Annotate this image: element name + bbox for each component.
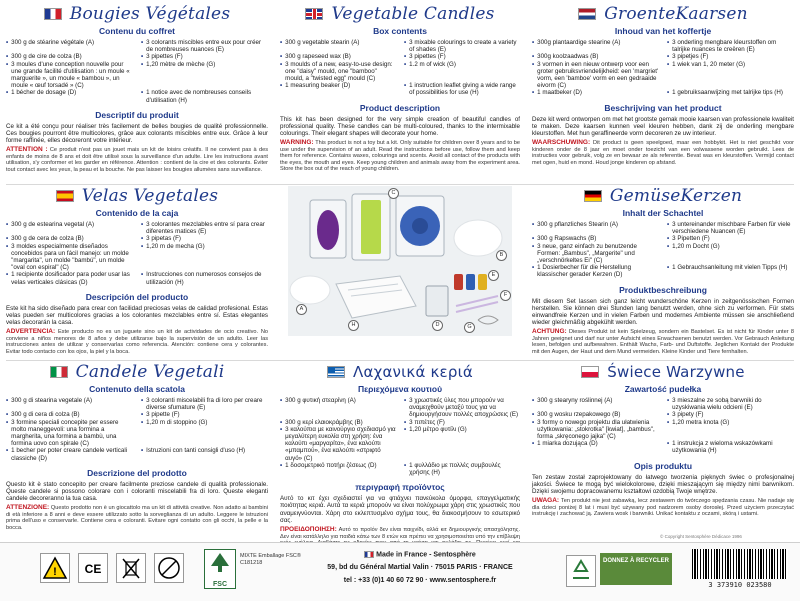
panel-title: GroenteKaarsen [604,4,748,24]
label-a: A [296,304,307,315]
label-c: C [388,188,399,199]
panel-title: Velas Vegetales [81,186,219,206]
made-in-row [320,551,520,558]
measuring-beaker [426,286,448,316]
svg-text:CE: CE [84,562,102,576]
contents-heading: Inhoud van het koffertje [614,26,712,36]
description-heading: Opis produktu [633,460,693,471]
contents-heading: Περιεχόμενα κουτιού [357,384,443,394]
ce-mark-icon [79,554,107,582]
list-item: • 3 formine speciali concepite per essere molto maneggevoli: una formina a margherita, una formina a bambù, una formina uovo con spirale (C) [6,418,119,448]
panel-dutch [532,4,794,182]
label-g: G [464,322,475,333]
label-e: E [488,270,499,281]
panel-french [6,4,268,182]
description-text: Ce kit a été conçu pour réaliser très facilement de belles bougies de qualité professionnelle. Ces bougies pourront être multicolores, grâce aux colorants miscibles entre eux. Grâce à leur forme raffinée, elles décoreront votre intérieur. [6,122,268,145]
made-in-text: Made in France - Sentosphère [376,551,476,559]
spain-flag-icon [56,190,74,202]
list-item: • 3 onderling mengbare kleurstoffen om talrijke nuances te creëren (E) [667,39,777,54]
crossed-bin-icon [117,554,145,582]
fsc-text: MIXTE Emballage FSC® C181218 [240,553,301,566]
panel-spanish [6,186,268,358]
label-h: H [348,320,359,331]
contents-list [280,397,520,476]
description-heading: Descrizione del prodotto [87,467,187,478]
kit-contents-illustration [288,186,512,336]
description-text: Questo kit è stato concepito per creare facilmente preziose candele di qualità professionale. Queste candele si possono colorare con i coloranti miscelabili fra di loro. Queste eleganti candele decoreranno la tua casa. [6,480,268,503]
recycle-text: DONNEZ À RECYCLER [602,558,669,564]
list-item: • 1,20 metra knota (G) [667,418,730,426]
label-d: D [432,320,443,331]
contents-heading: Inhalt der Schachtel [622,208,704,218]
label-b: B [496,250,507,261]
contents-list [532,39,794,97]
footer [0,542,800,601]
list-item: • 1 δοσομετρικό ποτήρι ζέσεως (D) [280,461,377,469]
title-row [532,362,794,382]
recycling-logo [566,555,596,587]
list-item: • 3 mixable colourings to create a variety of shades (E) [404,39,517,54]
list-item: • 1,20 m de mecha (G) [141,242,205,250]
list-item: • 3 pipette (F) [141,411,180,419]
row-divider [6,360,794,361]
list-item: • 1,20 m Docht (G) [667,242,720,250]
list-item: • 1 recipiente dosificador para poder usar las velas verticales clásicas (D) [6,271,130,286]
description-heading: Product description [359,102,441,113]
panel-title: Λαχανικά κεριά [353,363,473,381]
list-item: • 3 neue, ganz einfach zu benutzende Formen: „Bambus", „Margerite" und „verschnörkeltes Ei" (C) [532,242,637,265]
list-item: • 300 g κερί ελαιοκράμβης (B) [280,418,363,426]
warning-text: ADVERTENCIA: Este producto no es un juguete sino un kit de actividades de ocio creativo. No conviene a niños menores de 8 años y debe utilizarse bajo la supervisión de un adulto. Leer las instrucciones antes de utilizar y conservarlas como referencia. Atención: contiene cera y colorantes. Evitar todo contacto con los ojos, la piel y la boca. [6,328,268,355]
warning-triangle-icon [41,554,69,582]
daisy-centre [412,218,428,234]
yellow-colouring-bottle [478,274,487,290]
france-flag-icon [44,8,62,20]
warning-text: WARNING: This product is not a toy but a kit. Only suitable for children over 8 years and to be use under the supervision of an adult. Read the instructions before use, follow them and keep them for reference. Contains waxes, colourings and scents. Avoid all contact of the products with the eyes, the mouth and eyes. Keep young children and animals away from the experiment area. Store the box out of the reach of young children. [280,139,520,173]
list-item: • 1 miarka dozująca (D) [532,440,598,448]
list-item: • 300 g de cire de colza (B) [6,53,82,61]
list-item: • 1 φυλλάδιο με πολλές συμβουλές χρήσης (H) [404,461,501,477]
list-item: • 300 g rapeseed wax (B) [280,53,351,61]
france-flag-icon [364,551,374,558]
fsc-logo [204,549,236,589]
greece-flag-icon [327,366,345,378]
list-item: • 3 καλούπια με καινούργιο σχεδιασμό για μεγαλύτερη ευκολία στη χρήση: ένα καλούπι «μαργαρίτα», ένα καλούπι «μπαμπού», ένα καλούπι «στριφτό αυγό» (C) [280,425,396,462]
contents-list [532,397,794,455]
contents-heading: Box contents [373,26,427,36]
barcode [692,549,788,579]
instruction-booklet [336,276,416,318]
description-text: This kit has been designed for the very simple creation of beautiful candles of professional quality. These candles can be multi-coloured, thanks to the intermixable colourings. Their elegant shapes will decorate your home. [280,115,520,138]
list-item: • 1 maatbeker (D) [532,89,582,97]
list-item: • 300g plantaardige stearine (A) [532,39,621,46]
title-row [6,4,268,24]
list-item: • 300g koolzaadwas (B) [532,53,599,61]
list-item: • 3 pipettes (F) [141,53,183,61]
list-item: • 300 g Rapswachs (B) [532,235,597,243]
description-text: Mit diesem Set lassen sich ganz leicht wunderschöne Kerzen in zeitgenössischen Formen herstellen. Sie können drei Stunden lang benutzt werden, ohne sich zu verformen. Für stets einwandfreie Kerzen und in vielen Farben und modernes Ambiente müssen sie anschließend wieder gleichmäßig abgekühlt werden. [532,297,794,327]
list-item: • 1 becher per poter creare candele verticali classiche (D) [6,447,128,462]
list-item: • 300 g stearyny roślinnej (A) [532,397,613,404]
list-item: • 3 colorants miscibles entre eux pour créer de nombreuses nuances (E) [141,39,262,54]
small-parts-icon [155,554,183,582]
list-item: • 3 moulds of a new, easy-to-use design: one "daisy" mould, one "bamboo" mould, a "twisted egg" mould (C) [280,60,393,83]
list-item: • Istruzioni con tanti consigli d'uso (H) [141,447,246,455]
list-item: • 1 notice avec de nombreuses conseils d'utilisation (H) [141,89,252,104]
warning-text: UWAGA: Ten produkt nie jest zabawką, lecz zestawem do twórczego spędzania czasu. Nie nadaje się dla dzieci poniżej 8 lat i musi być używany pod nadzorem osoby dorosłej. Przed użyciem przeczytać instrukcję i zachować ją. Zawiera wosk i barwniki. Unikać kontaktu z oczami, skórą i ustami. [532,497,794,518]
list-item: • 300 g wosku rzepakowego (B) [532,411,621,419]
warning-text: ATTENTION : Ce produit n'est pas un jouet mais un kit de loisirs créatifs. Il ne convient pas à des enfants de moins de 8 ans et doit être utilisé sous la surveillance d'un adulte. Lire les instructions avant utilisation, s'y conformer et les garder en référence. Attention : contient de la cire et des colorants. Éviter tout contact avec les yeux, la peau et la bouche. Ne pas laisser les bougies allumées sans surveillance. [6,146,269,173]
contents-list [6,39,268,104]
list-item: • 3 untereinander mischbare Farben für viele verschiedene Nuancen (E) [667,221,791,236]
title-row [532,186,794,206]
list-item: • Instrucciones con numerosos consejos de utilización (H) [141,271,262,286]
label-f: F [500,290,511,301]
list-item: • 300 g de estearina vegetal (A) [6,221,95,228]
list-item: • 3 pipetas (F) [141,235,181,243]
list-item: • 1,20 m di stoppino (G) [141,418,208,426]
phone-web-text: tel : +33 (0)1 40 60 72 90 · www.sentosphere.fr [343,577,497,584]
list-item: • 300 g pflanzliches Stearin (A) [532,221,618,228]
netherlands-flag-icon [578,8,596,20]
list-item: • 300 g di stearina vegetale (A) [6,397,93,404]
green-bamboo-candle [361,200,381,254]
poland-flag-icon [581,366,599,378]
list-item: • 1 wiek van 1, 20 meter (G) [667,60,746,68]
title-row [280,362,520,382]
list-item: • 3 formy o nowego projektu dla ułatwienia użytkowania: „stokrotka" [kwiat], „bambus", forma „skręconego jajka" (C) [532,418,655,441]
list-item: • 1.2 m of wick (G) [404,60,456,68]
list-item: • 3 Pipetten (F) [667,235,710,243]
panel-italian [6,362,268,538]
description-heading: Descripción del producto [85,291,189,302]
recycle-icon [567,556,595,586]
contents-list [280,39,520,97]
row-divider [6,184,794,185]
contents-list [6,221,268,286]
address-text: 59, bd du Général Martial Valin · 75015 PARIS · FRANCE [327,564,513,571]
list-item: • 300 g vegetable stearin (A) [280,39,360,46]
list-item: • 3 moldes especialmente diseñados concebidos para un fácil manejo: un molde "margarita", un molde "bambú", un molde "oval con espiral" (C) [6,242,129,272]
ce-mark-box [78,553,108,583]
list-item: • 300 g di cera di colza (B) [6,411,80,419]
weee-box [116,553,146,583]
list-item: • 1 measuring beaker (D) [280,82,351,90]
description-text: Αυτό το κιτ έχει σχεδιαστεί για να φτιάχνει πανεύκολα όμορφα, επαγγελματικής ποιότητας κεριά. Αυτά τα κεριά μπορούν να είναι πολύχρωμα χάρη στις χρωστικές που αναμειγνύονται. Χάρη στο εκλεπτυσμένο σχήμα τους, θα διακοσμήσουν το εσωτερικό σας. [280,495,520,524]
warning-text: ATTENZIONE: Questo prodotto non è un giocattolo ma un kit di attività creative. Non adatto ai bambini di età inferiore a 8 anni e deve essere utilizzato sotto la sorveglianza di un adulto. Leggere le istruzioni prima dell'uso e conservarle. Contiene cera e coloranti. Evitare ogni contatto con gli occhi, la pelle e la bocca. [6,504,268,531]
list-item: • 3 mieszalne ze sobą barwniki do uzyskiwania wielu odcieni (E) [667,397,762,412]
list-item: • 1 instrukcja z wieloma wskazówkami użytkowania (H) [667,440,773,455]
wick-coil [478,316,498,324]
warning-text: WAARSCHUWING: Dit product is geen speelgoed, maar een hobbykit. Het is niet geschikt voor kinderen onder de 8 jaar en moet onder toezicht van een volwassene worden gebruikt. Lees de instructies voor gebruik, volg ze en bewaar ze als referentie. Bevat was en kleurstoffen. Vermijd contact met ogen, huid en mond. Houd jonge kinderen op afstand. [532,139,794,166]
contents-list [6,397,268,462]
list-item: • 300 g φυτική στεαρίνη (A) [280,397,356,404]
contents-heading: Zawartość pudełka [624,384,702,394]
panel-greek [280,362,520,538]
title-row [6,362,268,382]
list-item: • 3 pipety (F) [667,411,704,419]
list-item: • 3 πιπέτες (F) [404,418,445,426]
description-text: Deze kit werd ontworpen om met het grootste gemak mooie kaarsen van professionele kwaliteit te maken. Deze kaarsen kunnen veel kleuren hebben, dank zij de onderling mengbare kleurstoffen. Met hun geraffineerde vorm decoreren ze uw interieur. [532,115,794,138]
description-heading: περιγραφή προϊόντος [355,482,445,493]
italy-flag-icon [50,366,68,378]
fsc-label: FSC [213,581,227,588]
list-item: • 1 instruction leaflet giving a wide range of possibilities for use (H) [404,82,516,97]
panel-title: Candele Vegetali [75,362,225,382]
description-heading: Produktbeschreibung [619,284,707,295]
ce-conformity-box [154,553,184,583]
list-item: • 3 pipettes (F) [404,53,446,61]
kit-illustration-svg [288,186,512,336]
uk-flag-icon [305,8,323,20]
panel-title: Bougies Végétales [69,4,231,24]
svg-text:!: ! [53,566,57,578]
list-item: • 3 moules d'une conception nouvelle pour une grande facilité d'utilisation : un moule « marguerite », un moule « bambou », un moule « œuf torsadé » (C) [6,60,130,90]
list-item: • 300 g de stéarine végétale (A) [6,39,95,46]
title-row [280,4,520,24]
list-item: • 1,20 μέτρο φυτίλι (G) [404,425,467,433]
list-item: • 1 gebruiksaanwijzing met talrijke tips (H) [667,89,783,97]
list-item: • 3 pipetjes (F) [667,53,709,61]
contents-heading: Contenuto della scatola [89,384,185,394]
list-item: • 3 colorantes mezclables entre sí para crear diferentes matices (E) [141,221,265,236]
contents-heading: Contenu du coffret [98,26,176,36]
barcode-number: 3 373910 023580 [708,581,772,589]
panel-title: Vegetable Candles [331,4,495,24]
description-text: Ten zestaw został zaprojektowany do łatwego tworzenia pięknych świec o profesjonalnej jakości. Świece te mogą być wielokolorowe, dzięki mieszającym się między nimi barwnikom. Dzięki swojemu dopracowanemu kształtowi ozdobią Twoje wnętrze. [532,473,794,496]
list-item: • 3 χρωστικές ύλες που μπορούν να αναμειχθούν μεταξύ τους για να δημιουργήσουν πολλές αποχρώσεις (E) [404,397,519,419]
rapeseed-wax-flakes [454,220,502,256]
panel-title: Świece Warzywne [607,363,745,381]
fsc-tree-icon [205,550,235,576]
list-item: • 1,20 mètre de mèche (G) [141,60,216,68]
title-row [532,4,794,24]
list-item: • 1 Dosierbecher für die Herstellung klassischer gerader Kerzen (D) [532,264,632,279]
list-item: • 3 vormen in een nieuw ontwerp voor een groter gebruiksvriendelijkheid: een 'margriet' vorm, een 'bamboe' vorm en een gedraaide eivorm (C) [532,60,659,90]
age-warning-pictogram [40,553,70,583]
description-heading: Beschrijving van het product [604,102,722,113]
stearin-flakes [290,276,330,304]
list-item: • 1 bécher de dosage (D) [6,89,77,97]
purple-egg-candle [317,210,339,250]
panel-polish [532,362,794,538]
list-item: • 1 Gebrauchsanleitung mit vielen Tipps (H) [667,264,788,272]
description-text: Este kit ha sido diseñado para crear con facilidad preciosas velas de calidad profesional. Estas velas pueden ser multicolores gracias a los colorantes mezclables entre sí. Estas elegantes velas decorarán la casa. [6,304,268,327]
contents-heading: Contenido de la caja [95,208,179,218]
contents-list [532,221,794,279]
copyright-text: © Copyright Sentosphère Dédicace 1996 [660,534,742,539]
germany-flag-icon [584,190,602,202]
panel-german [532,186,794,358]
warning-text: ACHTUNG: Dieses Produkt ist kein Spielzeug, sondern ein Bastelset. Es ist nicht für Kinder unter 8 Jahren geeignet und darf nur unter Aufsicht eines Erwachsenen benutzt werden. Vor Gebrauch Anleitung lesen, befolgen und aufbewahren. Enthält Wachs, Farb- und Duftstoffe. Jeglichen Kontakt der Produkte mit den Augen, der Haut und dem Mund vermeiden. Kleine Kinder und Tiere fernhalten. [532,328,794,355]
blue-colouring-bottle [466,274,475,290]
title-row [6,186,268,206]
list-item: • 300 g de cera de colza (B) [6,235,84,243]
list-item: • 3 coloranti miscelabili fra di loro per creare diverse sfumature (E) [141,397,263,412]
panel-title: GemüseKerzen [609,186,743,206]
recycle-badge [600,553,672,585]
warning-text: ΠΡΟΕΙΔΟΠΟΙΗΣΗ: Αυτό το προϊόν δεν είναι παιχνίδι, αλλά κιτ δημιουργικής απασχόλησης. Δεν είναι κατάλληλο για παιδιά κάτω των 8 ετών και πρέπει να χρησιμοποιείται υπό την επίβλεψη [280,526,520,540]
description-heading: Descriptif du produit [95,109,179,120]
red-colouring-bottle [454,274,463,290]
panel-english [280,4,520,182]
